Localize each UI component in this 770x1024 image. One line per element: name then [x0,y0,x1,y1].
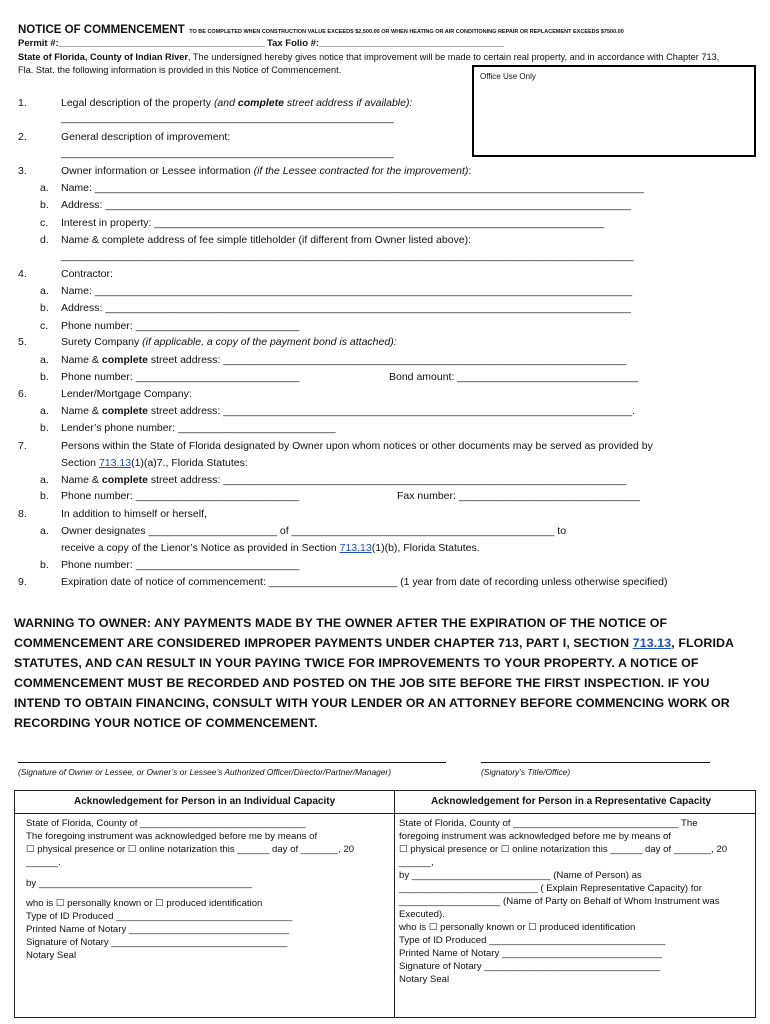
ack-left-notary-seal: Notary Seal [26,950,77,961]
item-7a-letter: a. [40,474,49,486]
item-1-bold: complete [237,97,284,109]
statute-link-713-13[interactable]: 713.13 [98,457,132,469]
item-7-number: 7. [18,440,27,452]
item-8a-rest: (1)(b), Florida Statutes. [371,542,480,554]
signatory-title-line[interactable] [481,762,710,763]
ack-right-executed: Executed). [399,909,445,920]
intro-line-2: Fla. Stat. the following information is provided in this Notice of Commencement. [18,65,342,75]
ack-right-party[interactable]: ___________________ (Name of Party on Behalf of Whom Instrument was [399,896,720,907]
surety-phone-field[interactable]: Phone number: ____________________________ [61,371,300,383]
item-3-text: Owner information or Lessee information [61,165,254,177]
item-4c-letter: c. [40,320,49,332]
ack-right-notary-name[interactable]: Printed Name of Notary ______________________________ [399,948,662,959]
acknowledgement-table [14,790,756,1018]
lender-phone-field[interactable]: Lender’s phone number: ___________________________ [61,422,336,434]
warning-text-rest: , FLORIDA STATUTES, AND CAN RESULT IN YOUR PAYING TWICE FOR IMPROVEMENTS TO YOUR PROPERTY. A NOTICE OF COMMENCEMENT MUST BE RECORDED AND POSTED ON THE JOB SITE BEFORE THE FIRST INSPECTION. IF YOU INTEND TO OBTAIN FINANCING, CONSULT WITH YOUR LENDER OR AN ATTORNEY BEFORE COMMENCING WORK OR RECORDING YOUR NOTICE OF COMMENCEMENT. [14,636,734,730]
ack-right-presence[interactable]: ☐ physical presence or ☐ online notarization this ______ day of _______, 20 [399,844,728,855]
warning-to-owner [14,613,754,733]
bond-amount-field[interactable]: Bond amount: _______________________________ [389,371,639,383]
item-2-label: General description of improvement: [61,131,231,143]
ack-left-notary-signature[interactable]: Signature of Notary _________________________________ [26,937,288,948]
owner-signature-caption: (Signature of Owner or Lessee, or Owner’s or Lessee’s Authorized Officer/Director/Partner/Manager) [18,767,392,777]
designee-phone-field[interactable]: Phone number: ____________________________ [61,490,300,502]
item-1-text: Legal description of the property [61,97,214,109]
item-5a-letter: a. [40,354,49,366]
surety-address-field[interactable] [61,354,626,366]
item-3-number: 3. [18,165,27,177]
surety-address-line: street address: _____________________________________________________________________ [147,354,627,366]
item-7-section-text: Section [61,457,99,469]
item-7b-letter: b. [40,490,49,502]
item-6b-letter: b. [40,422,49,434]
item-6-number: 6. [18,388,27,400]
header-divider [15,813,755,814]
ack-right-id-type[interactable]: Type of ID Produced _________________________________ [399,935,666,946]
designee-copy-phone-field[interactable]: Phone number: ____________________________ [61,559,300,571]
interest-in-property-field[interactable]: Interest in property: _____________________________________________________________________________ [61,217,605,229]
ack-right-year[interactable]: ______, [399,857,434,868]
ack-left-notary-name[interactable]: Printed Name of Notary ______________________________ [26,924,289,935]
item-5-text: Surety Company [61,336,143,348]
form-title-note: TO BE COMPLETED WHEN CONSTRUCTION VALUE EXCEEDS $2,500.00 OR WHEN HEATING OR AIR CONDITIONING REPAIR OR REPLACEMENT EXCEEDS $7500.00 [189,29,624,35]
warning-text: WARNING TO OWNER: ANY PAYMENTS MADE BY THE OWNER AFTER THE EXPIRATION OF THE NOTICE OF COMMENCEMENT ARE CONSIDERED IMPROPER PAYMENTS UNDER CHAPTER 713, PART I, SECTION [14,616,668,650]
tax-folio-field: Tax Folio #:___________________________________ [267,38,504,49]
surety-address-text: Name & [61,354,102,366]
item-2-number: 2. [18,131,27,143]
item-3b-letter: b. [40,199,49,211]
item-1-number: 1. [18,97,27,109]
item-8a-letter: a. [40,525,49,537]
titleholder-field[interactable]: __________________________________________________________________________________________________ [61,250,634,262]
designee-address-text: Name & [61,474,102,486]
titleholder-label: Name & complete address of fee simple titleholder (if different from Owner listed above): [61,234,472,246]
item-4a-letter: a. [40,285,49,297]
item-3-label [61,165,471,177]
contractor-name-field[interactable]: Name: ____________________________________________________________________________________________ [61,285,633,297]
ack-right-notary-signature[interactable]: Signature of Notary _________________________________ [399,961,661,972]
item-1-rest: street address if available): [283,97,413,109]
ack-representative-heading: Acknowledgement for Person in a Representative Capacity [431,796,712,807]
item-2-line[interactable]: _________________________________________________________ [61,147,394,159]
ack-right-identification[interactable]: who is ☐ personally known or ☐ produced identification [399,922,636,933]
ack-left-year[interactable]: ______. [26,857,61,868]
intro-line-1 [18,52,719,62]
designee-address-bold: complete [101,474,148,486]
item-7-section [61,457,248,469]
lender-address-line: street address: ______________________________________________________________________. [147,405,635,417]
owner-signature-line[interactable] [18,762,446,763]
intro-text: , The undersigned hereby gives notice that improvement will be made to certain real property, and in accordance with Chapter 713, [187,52,720,62]
item-3d-letter: d. [40,234,49,246]
item-5-number: 5. [18,336,27,348]
lender-address-bold: complete [101,405,148,417]
ack-right-capacity[interactable]: __________________________ ( Explain Representative Capacity) for [399,883,702,894]
item-7-label: Persons within the State of Florida designated by Owner upon whom notices or other documents may be served as provided by [61,440,653,452]
item-1-paren: (and [213,97,238,109]
item-3-colon: : [468,165,472,177]
ack-right-line2: foregoing instrument was acknowledged before me by means of [399,831,671,842]
item-8b-letter: b. [40,559,49,571]
item-3a-letter: a. [40,182,49,194]
designee-address-field[interactable] [61,474,626,486]
item-1-line[interactable]: _________________________________________________________ [61,112,394,124]
form-header [18,20,624,38]
ack-individual-heading: Acknowledgement for Person in an Individual Capacity [74,796,336,807]
contractor-address-field[interactable]: Address: __________________________________________________________________________________________ [61,302,631,314]
item-6-label: Lender/Mortgage Company: [61,388,192,400]
ack-left-line2: The foregoing instrument was acknowledged before me by means of [26,831,318,842]
ack-left-presence[interactable]: ☐ physical presence or ☐ online notarization this ______ day of _______, 20 [26,844,355,855]
item-6a-letter: a. [40,405,49,417]
item-9-number: 9. [18,576,27,588]
designee-address-line: street address: _____________________________________________________________________ [147,474,627,486]
owner-address-field[interactable]: Address: __________________________________________________________________________________________ [61,199,631,211]
contractor-phone-field[interactable]: Phone number: ____________________________ [61,320,300,332]
item-7-section-rest: (1)(a)7., Florida Statutes: [131,457,248,469]
item-8-number: 8. [18,508,27,520]
form-title: NOTICE OF COMMENCEMENT [18,24,185,36]
lender-address-text: Name & [61,405,102,417]
warning-statute-link[interactable]: 713.13 [632,636,672,650]
item-5b-letter: b. [40,371,49,383]
item-8a-line2 [61,542,480,554]
ack-left-county[interactable]: State of Florida, County of _______________________________ [26,818,306,829]
lender-address-field[interactable] [61,405,635,417]
permit-field: Permit #:_______________________________________ [18,38,265,49]
item-1-label [61,97,412,109]
ack-left-id-type[interactable]: Type of ID Produced _________________________________ [26,911,293,922]
item-8-label: In addition to himself or herself, [61,508,207,520]
intro-county: State of Florida, County of Indian River [18,52,188,62]
signatory-title-caption: (Signatory’s Title/Office) [481,767,571,777]
item-8a-text: receive a copy of the Lienor’s Notice as provided in Section [61,542,340,554]
owner-name-field[interactable]: Name: ______________________________________________________________________________________________ [61,182,644,194]
surety-address-bold: complete [101,354,148,366]
ack-left-identification[interactable]: who is ☐ personally known or ☐ produced identification [26,898,263,909]
ack-left-by[interactable]: by ________________________________________ [26,878,253,889]
item-5-italic: (if applicable, a copy of the payment bond is attached): [142,336,397,348]
office-use-label: Office Use Only [480,72,536,81]
owner-designates-field[interactable]: Owner designates ______________________ of _____________________________________________ to [61,525,567,537]
expiration-date-field[interactable]: Expiration date of notice of commencement: ______________________ (1 year from date of recording unless otherwise specified) [61,576,668,588]
statute-link-713-13-b[interactable]: 713.13 [339,542,372,554]
item-4b-letter: b. [40,302,49,314]
ack-right-county[interactable]: State of Florida, County of _______________________________ The [399,818,698,829]
item-4-label: Contractor: [61,268,113,280]
ack-right-notary-seal: Notary Seal [399,974,450,985]
item-3c-letter: c. [40,217,49,229]
item-4-number: 4. [18,268,27,280]
designee-fax-field[interactable]: Fax number: _______________________________ [397,490,640,502]
office-use-box [472,65,756,157]
item-3-italic: (if the Lessee contracted for the improvement) [253,165,469,177]
ack-right-person[interactable]: by __________________________ (Name of Person) as [399,870,642,881]
item-5-label [61,336,397,348]
column-divider [394,791,395,1017]
